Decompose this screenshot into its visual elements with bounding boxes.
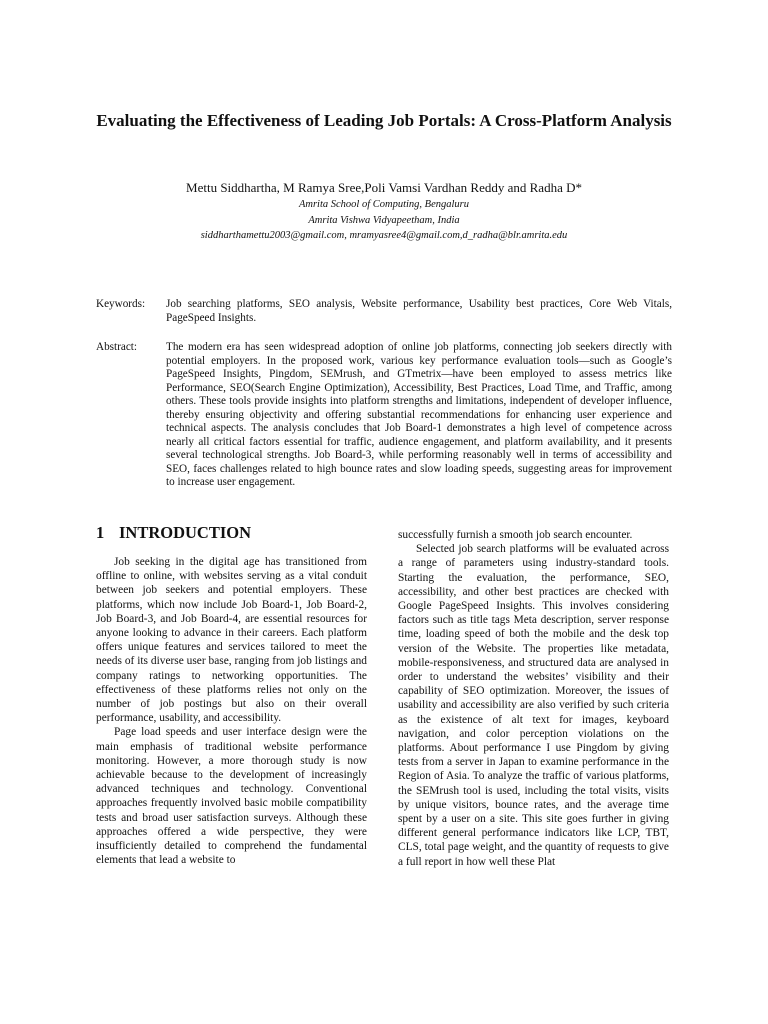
abstract-label: Abstract: <box>96 341 138 353</box>
keywords-label: Keywords: <box>96 298 146 310</box>
author-list: Mettu Siddhartha, M Ramya Sree,Poli Vamsi Vardhan Reddy and Radha D* <box>186 180 582 195</box>
section-title-text: INTRODUCTION <box>119 523 252 542</box>
paragraph: Page load speeds and user interface design were the main emphasis of traditional website performance monitoring. However, a more thorough study is now achievable because to the development of increasingly advanced techniques and technology. Conventional approaches frequently involved basic mobile compatibility tests and broad user satisfaction surveys. Although these approaches offered a wide perspective, they were insufficiently detailed to comprehend the fundamental elements that lead a website to <box>96 726 367 867</box>
right-column <box>398 528 669 869</box>
keywords-text: Job searching platforms, SEO analysis, Website performance, Usability best practices, Core Web Vitals, PageSpeed Insights. <box>166 298 672 324</box>
paper-title: Evaluating the Effectiveness of Leading Job Portals: A Cross-Platform Analysis <box>96 111 672 130</box>
author-emails: siddharthamettu2003@gmail.com, mramyasree4@gmail.com,d_radha@blr.amrita.edu <box>200 230 568 241</box>
affiliation-university: Amrita Vishwa Vidyapeetham, India <box>308 215 460 226</box>
section-heading <box>96 523 396 543</box>
paragraph: Job seeking in the digital age has transitioned from offline to online, with websites serving as a vital conduit between job seekers and potential employers. These platforms, which now include Job Board-1, Job Board-2, Job Board-3, and Job Board-4, are essential resources for anyone looking to advance in their careers. Each platform offers unique features and services tailored to meet the needs of its diverse user base, ranging from job listings and company ratings to networking opportunities. The effectiveness of these platforms relies not only on the number of job postings but also on their overall performance, usability, and accessibility. <box>96 556 367 725</box>
abstract-text: The modern era has seen widespread adoption of online job platforms, connecting job seekers directly with potential employers. In the proposed work, various key performance evaluation tools—such as Google’s PageSpeed Insights, Pingdom, SEMrush, and GTmetrix—have been employed to assess metrics like Performance, SEO(Search Engine Optimization), Accessibility, Best Practices, Load Time, and Traffic, among others. These tools provide insights into platform strengths and limitations, independent of developer influence, thereby ensuring objectivity and offering substantial recommendations for enhancing user experience and technical aspects. The analysis concludes that Job Board-1 demonstrates a high level of competence across nearly all critical factors essential for traffic, audience engagement, and platform availability, and it presents several technological strengths. Job Board-3, while performing reasonably well in terms of accessibility and SEO, faces challenges related to high bounce rates and slow loading speeds, suggesting areas for improvement to increase user engagement. <box>166 341 672 488</box>
affiliation-school: Amrita School of Computing, Bengaluru <box>298 199 470 210</box>
section-number: 1 <box>96 523 105 542</box>
left-column <box>96 555 367 867</box>
paragraph: Selected job search platforms will be evaluated across a range of parameters using industry-standard tools. Starting the evaluation, the performance, SEO, accessibility, and other best practices are checked with Google PageSpeed Insights. This involves considering factors such as title tags Meta description, server response time, loading speed of both the mobile and the desk top version of the Website. The properties like metadata, mobile-responsiveness, and structured data are analysed in order to understand the websites’ visibility and their capability of SEO optimization. Moreover, the issues of usability and accessibility are also verified by such criteria as the existence of alt text for images, keyboard navigation, and color perception violations on the platforms. About performance I use Pingdom by giving tests from a server in Japan to examine performance in the Region of Asia. To analyze the traffic of various platforms, the SEMrush tool is used, including the total visits, visits by unique visitors, bounce rates, and the average time spent by a user on a site. This site goes further in giving different general performance indicators like LCP, TBT, CLS, total page weight, and the quantity of requests to give a full report in how well these Plat <box>398 543 669 868</box>
paragraph: successfully furnish a smooth job search encounter. <box>398 529 633 541</box>
